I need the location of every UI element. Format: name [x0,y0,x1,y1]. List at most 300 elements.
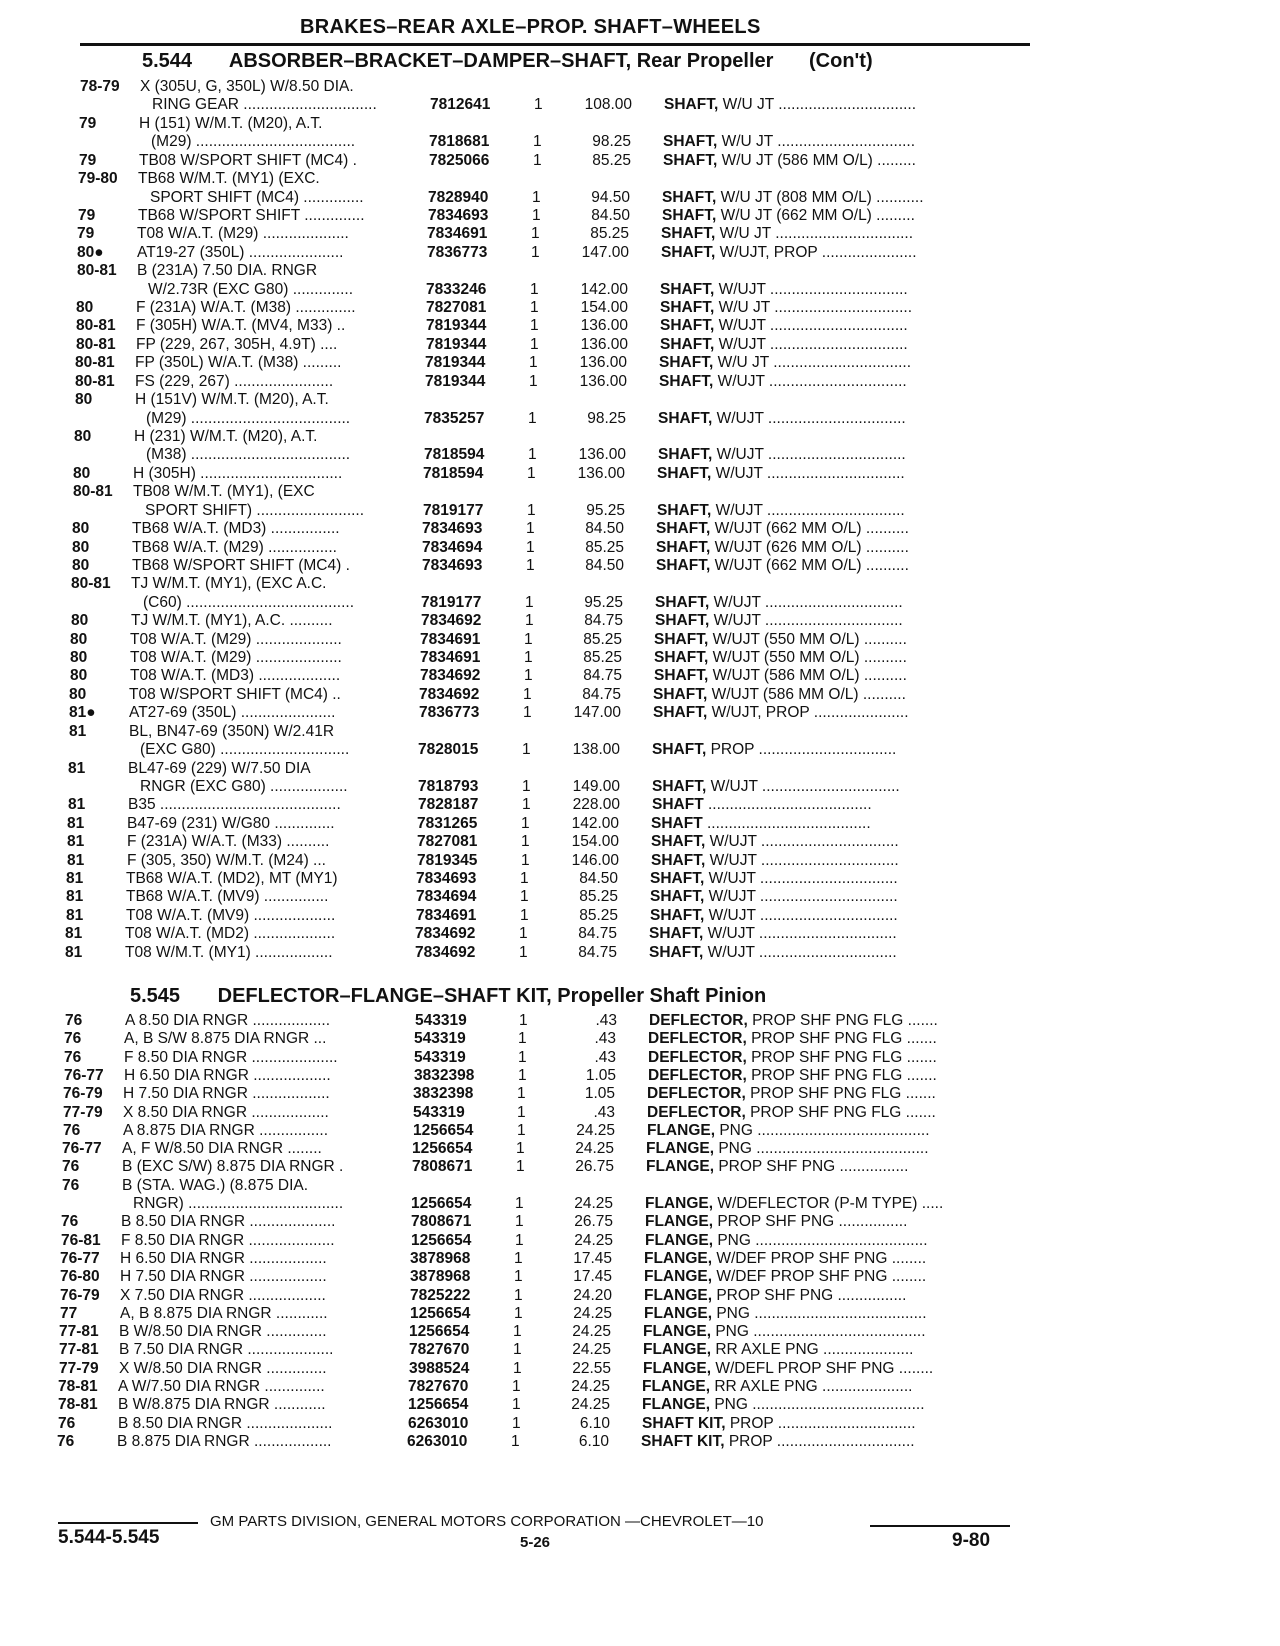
footer-rule-left [58,1522,198,1524]
table-row [0,594,1280,612]
model-year: 79-80 [78,170,118,188]
part-name-detail: W/UJT (586 MM O/L) .......... [712,667,907,685]
part-name-bold: SHAFT, [655,593,710,611]
application-description: RING GEAR ............................... [152,96,377,114]
part-name-detail: W/UJT ................................ [708,888,898,906]
model-year: 80● [77,243,104,261]
part-name-bold: SHAFT, [660,317,715,335]
part-name-bold: FLANGE, [642,1396,711,1414]
footer-section-range: 5.544-5.545 [58,1527,160,1548]
part-name-bold: FLANGE, [644,1304,713,1322]
table-row [0,796,1280,814]
application-description: (C60) ....................................... [143,593,355,611]
table-row [0,170,1280,188]
model-year: 81 [69,722,87,740]
part-name-bold: DEFLECTOR, [649,1012,748,1029]
model-year: 81 [68,796,86,814]
model-year: 81 [67,814,85,832]
table-row [0,833,1280,851]
part-name [650,907,1020,925]
list-price: 1.05 [585,1066,616,1084]
part-number: 7827081 [417,833,478,851]
part-name-bold: SHAFT, [663,133,718,151]
application-description: FP (229, 267, 305H, 4.9T) .... [136,335,338,353]
part-number: 7828015 [418,741,479,759]
model-year: 81 [68,759,86,777]
part-number: 6263010 [408,1414,469,1432]
quantity: 1 [517,1121,526,1139]
table-row [0,741,1280,759]
part-name-bold: SHAFT, [653,685,708,703]
part-name-detail: W/DEFLECTOR (P-M TYPE) ..... [717,1195,944,1212]
part-name-detail: W/UJT ................................ [716,446,906,464]
list-price: 84.75 [583,667,622,685]
quantity: 1 [515,1213,524,1231]
quantity: 1 [519,1012,528,1029]
part-number: 7828940 [428,188,489,206]
model-year: 77-81 [59,1341,99,1359]
quantity: 1 [524,630,533,648]
application-description: TB68 W/M.T. (MY1) (EXC. [138,170,320,188]
part-name [658,410,1028,428]
part-name [642,1378,1012,1396]
part-number: 7834691 [416,906,477,924]
part-name [658,446,1028,464]
table-row [0,852,1280,870]
part-name [656,539,1026,557]
model-year: 76-79 [63,1085,103,1103]
list-price: 17.45 [573,1268,612,1286]
part-name-bold: SHAFT, [658,409,713,427]
part-number: 7827081 [426,299,487,317]
part-name-bold: SHAFT, [654,649,709,667]
application-description: B W/8.875 DIA RNGR ............ [118,1396,326,1414]
quantity: 1 [512,1378,521,1395]
table-row [0,1341,1280,1359]
model-year: 81 [65,943,83,961]
list-price: 26.75 [575,1158,614,1176]
list-price: 98.25 [592,133,631,151]
table-row [0,152,1280,170]
application-description: W/2.73R (EXC G80) .............. [148,280,353,298]
table-row [0,465,1280,483]
list-price: 84.50 [585,556,624,574]
part-name [652,741,1022,759]
part-name-detail: W/UJT ................................ [709,851,899,869]
table-row [0,539,1280,557]
part-name [641,1433,1011,1451]
quantity: 1 [516,1158,525,1176]
part-name-detail: W/UJT ................................ [718,317,908,335]
application-description: SPORT SHIFT (MC4) .............. [150,188,364,206]
model-year: 81 [66,888,84,906]
model-year: 76 [62,1176,80,1194]
list-price: 6.10 [578,1432,609,1450]
quantity: 1 [519,943,528,961]
part-name-bold: FLANGE, [643,1341,712,1359]
table-row [0,391,1280,409]
model-year: 80 [70,667,88,685]
part-name-detail: W/UJT ................................ [718,335,908,353]
list-price: 24.20 [573,1286,612,1304]
application-description: TB68 W/A.T. (M29) ................ [132,538,337,556]
quantity: 1 [513,1323,522,1341]
part-name [643,1341,1013,1359]
application-description: AT27-69 (350L) ...................... [129,704,336,722]
table-row [0,262,1280,280]
part-name-detail: W/DEF PROP SHF PNG ........ [716,1268,927,1286]
quantity: 1 [525,593,534,611]
table-row [0,133,1280,151]
part-name [648,1030,1018,1048]
part-name [642,1415,1012,1433]
table-row [0,612,1280,630]
part-number: 7834693 [422,556,483,574]
part-name [643,1323,1013,1341]
quantity: 1 [515,1195,524,1212]
application-description: F 8.50 DIA RNGR .................... [121,1231,335,1249]
part-name-detail: PROP ................................ [729,1414,916,1432]
section-heading: ABSORBER–BRACKET–DAMPER–SHAFT, [228,50,632,72]
application-description: TB68 W/SPORT SHIFT .............. [138,206,365,224]
model-year: 80 [73,464,91,482]
part-name-bold: SHAFT, [654,667,709,685]
list-price: 147.00 [581,243,629,261]
application-description: B 7.50 DIA RNGR .................... [119,1341,334,1359]
quantity: 1 [516,1140,525,1158]
part-name-bold: SHAFT, [660,299,715,317]
model-year: 76 [62,1158,80,1176]
model-year: 77-81 [59,1323,99,1341]
part-name-bold: SHAFT, [664,96,719,114]
part-name-bold: SHAFT, [653,704,708,722]
part-name-bold: SHAFT, [656,538,711,556]
model-year: 80-81 [75,372,115,390]
table-row [0,1067,1280,1085]
application-description: H (151) W/M.T. (M20), A.T. [139,114,323,132]
application-description: H 7.50 DIA RNGR .................. [123,1085,330,1103]
part-name-detail: W/UJT ................................ [713,593,903,611]
part-number: 7828187 [418,796,479,814]
list-price: 85.25 [579,906,618,924]
quantity: 1 [518,1066,527,1084]
table-row [0,281,1280,299]
quantity: 1 [521,851,530,869]
part-name [663,133,1033,151]
quantity: 1 [530,317,539,335]
part-name [647,1085,1017,1103]
part-name [654,631,1024,649]
part-name-detail: W/UJT ................................ [715,501,905,519]
model-year: 79 [79,151,97,169]
table-row [0,575,1280,593]
application-description: F (305, 350) W/M.T. (M24) ... [127,851,326,869]
model-year: 76-81 [61,1231,101,1249]
part-name-detail: W/UJT ................................ [717,372,907,390]
application-description: FS (229, 267) ....................... [135,372,334,390]
part-name-detail: RR AXLE PNG ..................... [714,1378,913,1395]
part-name [651,833,1021,851]
part-name-bold: FLANGE, [643,1359,712,1377]
part-name-bold: SHAFT, [659,354,714,372]
model-year: 80-81 [76,317,116,335]
part-name-detail: PNG ........................................ [718,1140,929,1158]
application-description: TB68 W/A.T. (MD2), MT (MY1) [126,870,338,888]
part-name-bold: SHAFT, [661,243,716,261]
model-year: 77 [60,1304,78,1322]
model-year: 79 [78,206,96,224]
part-name-bold: SHAFT, [656,556,711,574]
table-row [0,446,1280,464]
model-year: 76-79 [60,1286,100,1304]
table-row [0,557,1280,575]
table-row [0,1104,1280,1122]
part-name-bold: FLANGE, [646,1140,715,1158]
part-name-detail: RR AXLE PNG ..................... [715,1341,914,1359]
footer-page-number: 5-26 [520,1534,551,1551]
application-description: H (151V) W/M.T. (M20), A.T. [135,391,329,409]
quantity: 1 [530,299,539,317]
part-name-bold: FLANGE, [642,1378,711,1395]
table-row [0,373,1280,391]
part-name-bold: SHAFT [651,814,703,832]
part-name-bold: FLANGE, [645,1195,714,1212]
part-name-detail: PNG ........................................ [714,1396,925,1414]
part-number: 1256654 [411,1231,472,1249]
list-price: 95.25 [584,593,623,611]
list-price: 146.00 [571,851,619,869]
part-name-bold: DEFLECTOR, [648,1066,747,1084]
table-row [0,1415,1280,1433]
application-description: X (305U, G, 350L) W/8.50 DIA. [140,78,354,95]
list-price: 6.10 [579,1414,610,1432]
model-year: 81 [67,851,85,869]
part-name-bold: FLANGE, [645,1213,714,1231]
part-number: 7835257 [424,409,485,427]
table-row [0,299,1280,317]
part-name-detail: W/DEFL PROP SHF PNG ........ [715,1359,934,1377]
part-name [661,244,1031,262]
application-description: A, B S/W 8.875 DIA RNGR ... [124,1030,327,1048]
table-row [0,1195,1280,1213]
table-row [0,815,1280,833]
quantity: 1 [521,814,530,832]
part-name [652,778,1022,796]
model-year: 76-77 [64,1066,104,1084]
part-name-detail: W/UJT ................................ [715,464,905,482]
part-name-bold: FLANGE, [644,1268,713,1286]
table-row [0,760,1280,778]
part-number: 7834692 [421,612,482,630]
model-year: 80 [72,538,90,556]
part-number: 1256654 [411,1195,472,1212]
part-number: 7827670 [409,1341,470,1359]
quantity: 1 [519,925,528,943]
model-year: 80-81 [76,335,116,353]
application-description: A, F W/8.50 DIA RNGR ........ [122,1140,322,1158]
model-year: 80 [76,299,94,317]
list-price: .43 [594,1030,616,1048]
model-year: 80 [74,427,92,445]
part-name [657,502,1027,520]
table-row [0,428,1280,446]
part-number: 3832398 [413,1085,474,1103]
part-number: 7819345 [417,851,478,869]
table-row [0,870,1280,888]
table-row [0,189,1280,207]
part-name-detail: PNG ........................................ [715,1323,926,1341]
model-year: 76-80 [60,1268,100,1286]
part-name-detail: PROP SHF PNG FLG ....... [752,1012,938,1029]
part-number: 7808671 [412,1158,473,1176]
list-price: 136.00 [578,446,626,464]
part-number: 7827670 [408,1378,469,1395]
part-number: 3832398 [414,1066,475,1084]
application-description: SPORT SHIFT) ......................... [145,501,365,519]
table-row [0,1049,1280,1067]
application-description: (M38) ..................................... [146,446,351,464]
application-description: T08 W/A.T. (M29) .................... [130,649,342,667]
model-year: 81 [66,906,84,924]
quantity: 1 [514,1268,523,1286]
quantity: 1 [532,188,541,206]
application-description: H (305H) ................................. [133,464,343,482]
list-price: 136.00 [580,335,628,353]
list-price: 84.75 [584,612,623,630]
quantity: 1 [532,206,541,224]
model-year: 81 [67,833,85,851]
application-description: B 8.50 DIA RNGR .................... [121,1213,336,1231]
part-number: 7834692 [415,943,476,961]
part-name-bold: SHAFT, [662,206,717,224]
application-description: FP (350L) W/A.T. (M38) ......... [135,354,342,372]
part-number: 543319 [414,1030,466,1048]
part-number: 7818681 [429,133,490,151]
part-name-detail: W/U JT ................................ [722,96,917,114]
part-name-bold: FLANGE, [643,1323,712,1341]
part-name-bold: DEFLECTOR, [647,1103,746,1121]
table-row [0,704,1280,722]
table-row [0,1305,1280,1323]
part-name [645,1195,1015,1213]
part-name-detail: PROP SHF PNG FLG ....... [751,1048,937,1066]
table-row [0,1177,1280,1195]
part-name-bold: SHAFT, [650,870,705,888]
part-name [645,1232,1015,1250]
table-row [0,723,1280,741]
list-price: 24.25 [576,1121,615,1139]
table-row [0,78,1280,96]
table-row [0,520,1280,538]
table-row [0,1287,1280,1305]
table-row [0,1433,1280,1451]
quantity: 1 [528,409,537,427]
quantity: 1 [524,667,533,685]
model-year: 79 [79,114,97,132]
part-name [655,594,1025,612]
part-name [655,612,1025,630]
quantity: 1 [531,243,540,261]
part-name [646,1158,1016,1176]
application-description: H (231) W/M.T. (M20), A.T. [134,427,318,445]
list-price: 84.75 [578,943,617,961]
part-name [649,944,1019,962]
list-price: 147.00 [573,704,621,722]
part-name-bold: SHAFT, [656,520,711,538]
application-description: T08 W/A.T. (MV9) ................... [126,906,336,924]
part-number: 543319 [415,1012,467,1029]
part-number: 7808671 [411,1213,472,1231]
application-description: RNGR (EXC G80) .................. [140,777,348,795]
model-year: 76-77 [60,1249,100,1267]
part-number: 7825222 [410,1286,471,1304]
quantity: 1 [522,796,531,814]
part-name-detail: PROP SHF PNG FLG ....... [750,1085,936,1103]
part-number: 1256654 [408,1396,469,1414]
list-price: 154.00 [571,833,619,851]
quantity: 1 [520,888,529,906]
model-year: 80 [71,612,89,630]
part-name-bold: DEFLECTOR, [648,1048,747,1066]
application-description: T08 W/A.T. (MD3) ................... [130,667,341,685]
quantity: 1 [523,704,532,722]
list-price: 24.25 [571,1378,610,1395]
application-description: B (EXC S/W) 8.875 DIA RNGR . [122,1158,344,1176]
part-name [653,704,1023,722]
section-continued: (Con't) [809,50,873,72]
part-name [651,852,1021,870]
part-number: 7836773 [419,704,480,722]
part-name-bold: SHAFT, [661,225,716,243]
part-number: 7834692 [419,685,480,703]
part-name-detail: W/DEF PROP SHF PNG ........ [716,1249,927,1267]
application-description: A W/7.50 DIA RNGR .............. [118,1378,325,1395]
application-description: F (231A) W/A.T. (M38) .............. [136,299,356,317]
table-row [0,667,1280,685]
model-year: 77-79 [63,1103,103,1121]
table-row [0,1250,1280,1268]
table-row [0,1360,1280,1378]
part-name [657,465,1027,483]
model-year: 80 [75,391,93,409]
quantity: 1 [518,1030,527,1048]
application-description: B35 .......................................... [128,796,341,814]
application-description: B47-69 (231) W/G80 .............. [127,814,335,832]
application-description: B W/8.50 DIA RNGR .............. [119,1323,327,1341]
part-name [660,281,1030,299]
part-name-detail: ...................................... [706,814,871,832]
part-name-bold: SHAFT, [650,906,705,924]
part-name [652,796,1022,814]
list-price: 24.25 [572,1323,611,1341]
part-name [664,96,1034,114]
part-number: 7834693 [422,520,483,538]
table-row [0,483,1280,501]
quantity: 1 [526,520,535,538]
quantity: 1 [526,556,535,574]
part-name-detail: PNG ........................................ [717,1231,928,1249]
list-price: 84.50 [579,870,618,888]
table-row [0,354,1280,372]
part-name-bold: FLANGE, [644,1286,713,1304]
part-number: 1256654 [409,1323,470,1341]
part-number: 7834691 [427,225,488,243]
list-price: 149.00 [572,777,620,795]
part-name-bold: SHAFT, [658,446,713,464]
part-name-bold: SHAFT, [649,943,704,961]
quantity: 1 [517,1085,526,1103]
part-name [644,1268,1014,1286]
